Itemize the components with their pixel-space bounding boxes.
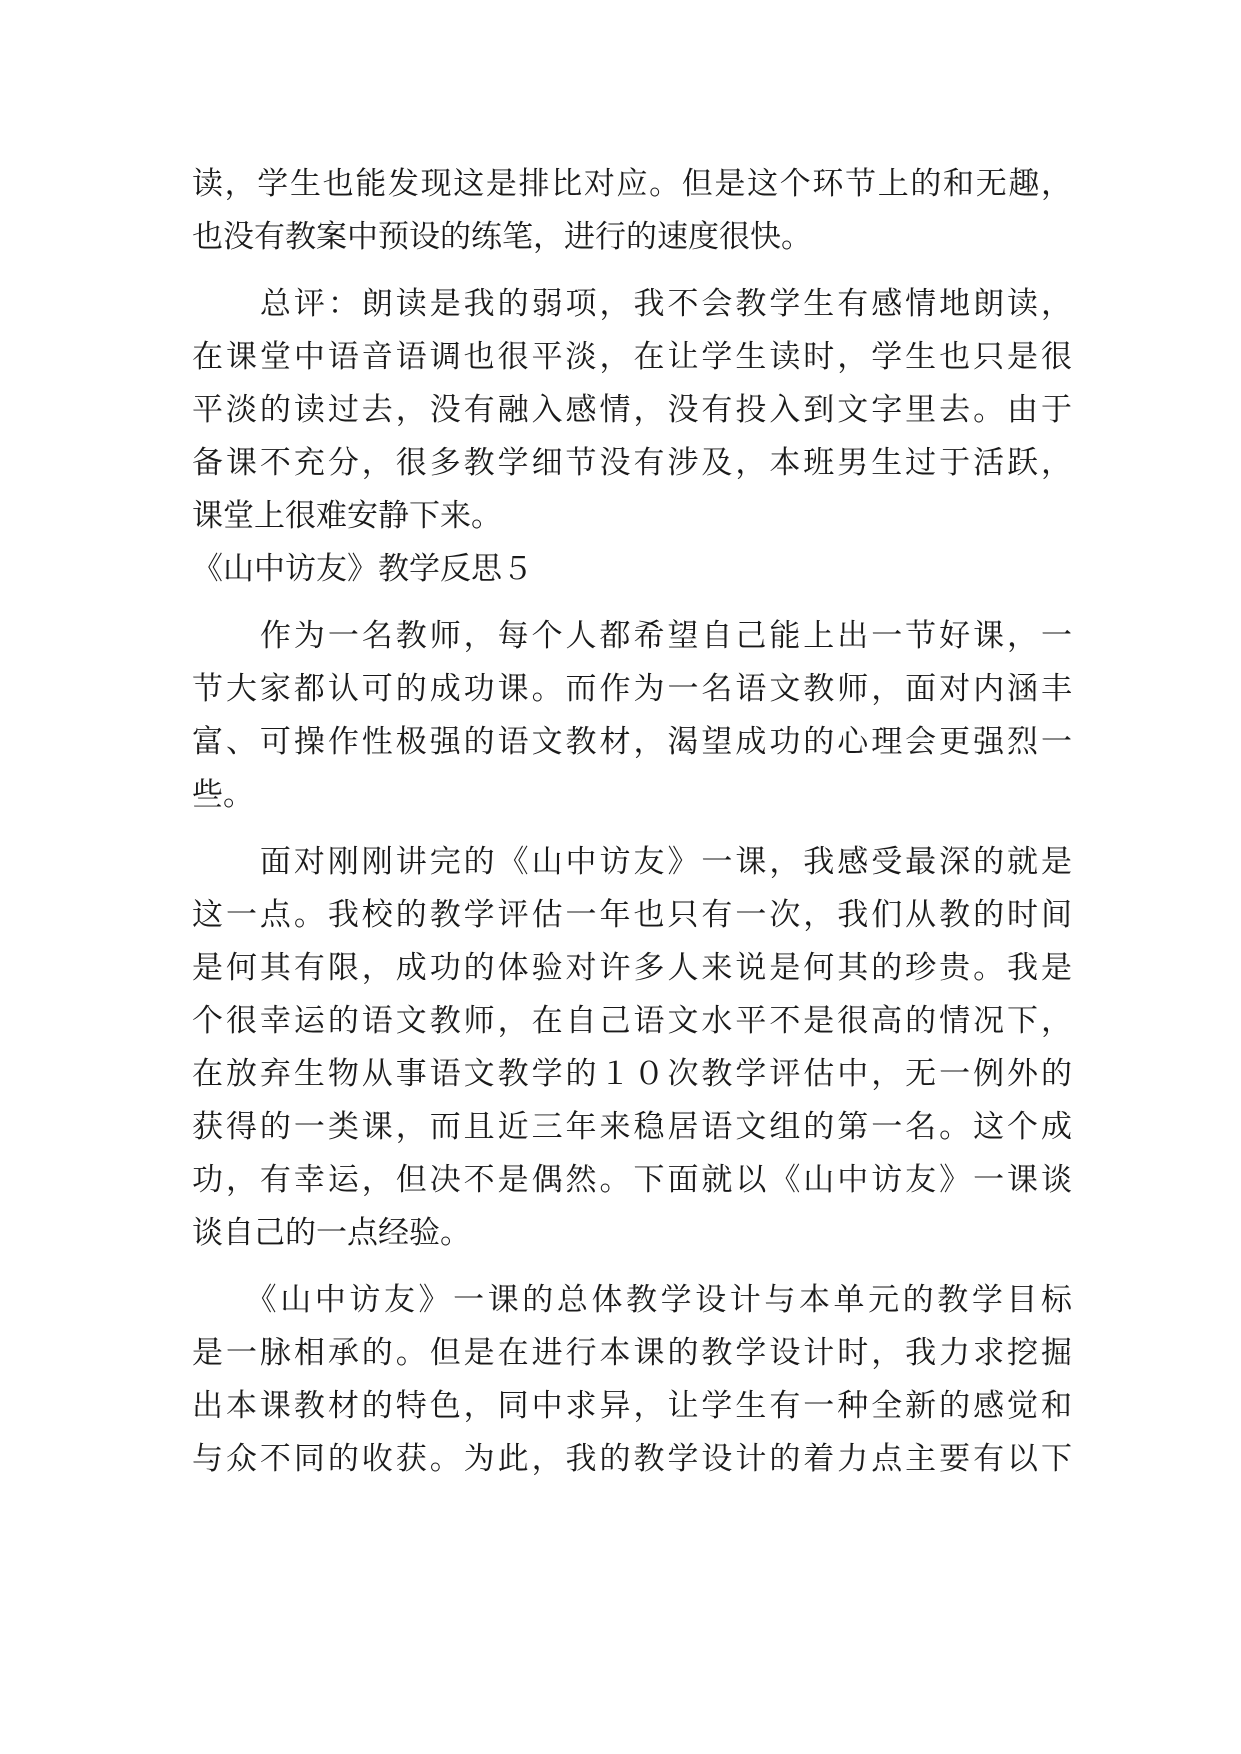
text-line: 这一点。我校的教学评估一年也只有一次，我们从教的时间 [192,897,1072,933]
text-line: 获得的一类课，而且近三年来稳居语文组的第一名。这个成 [192,1109,1072,1145]
heading-text: 《山中访友》教学反思５ [192,551,533,587]
text-line: 节大家都认可的成功课。而作为一名语文教师，面对内涵丰 [192,671,1072,707]
paragraph [192,836,1072,1260]
text-line: 功，有幸运，但决不是偶然。下面就以《山中访友》一课谈 [192,1162,1072,1198]
document-body [192,158,1072,1486]
text-line: 个很幸运的语文教师，在自己语文水平不是很高的情况下， [192,1003,1072,1039]
text-line: 是一脉相承的。但是在进行本课的教学设计时，我力求挖掘 [192,1335,1072,1371]
text-line: 出本课教材的特色，同中求异，让学生有一种全新的感觉和 [192,1388,1072,1424]
text-line: 富、可操作性极强的语文教材，渴望成功的心理会更强烈一 [192,724,1072,760]
text-line: 也没有教案中预设的练笔，进行的速度很快。 [192,219,812,255]
text-line: 面对刚刚讲完的《山中访友》一课，我感受最深的就是 [192,844,1072,880]
paragraph [192,158,1072,264]
text-line: 是何其有限，成功的体验对许多人来说是何其的珍贵。我是 [192,950,1072,986]
text-line: 《山中访友》一课的总体教学设计与本单元的教学目标 [192,1282,1072,1318]
text-line: 在放弃生物从事语文教学的１０次教学评估中，无一例外的 [192,1056,1072,1092]
text-line: 谈自己的一点经验。 [192,1215,471,1251]
paragraph [192,610,1072,822]
text-line: 在课堂中语音语调也很平淡，在让学生读时，学生也只是很 [192,339,1072,375]
text-line: 些。 [192,777,254,813]
text-line: 读，学生也能发现这是排比对应。但是这个环节上的和无趣， [192,166,1072,202]
text-line: 总评：朗读是我的弱项，我不会教学生有感情地朗读， [192,286,1072,322]
text-line: 平淡的读过去，没有融入感情，没有投入到文字里去。由于 [192,392,1072,428]
paragraph [192,278,1072,543]
text-line: 课堂上很难安静下来。 [192,498,502,534]
text-line: 作为一名教师，每个人都希望自己能上出一节好课，一 [192,618,1072,654]
paragraph [192,1274,1072,1486]
section-heading [192,543,1072,596]
text-line: 备课不充分，很多教学细节没有涉及，本班男生过于活跃， [192,445,1072,481]
text-line: 与众不同的收获。为此，我的教学设计的着力点主要有以下 [192,1441,1072,1477]
